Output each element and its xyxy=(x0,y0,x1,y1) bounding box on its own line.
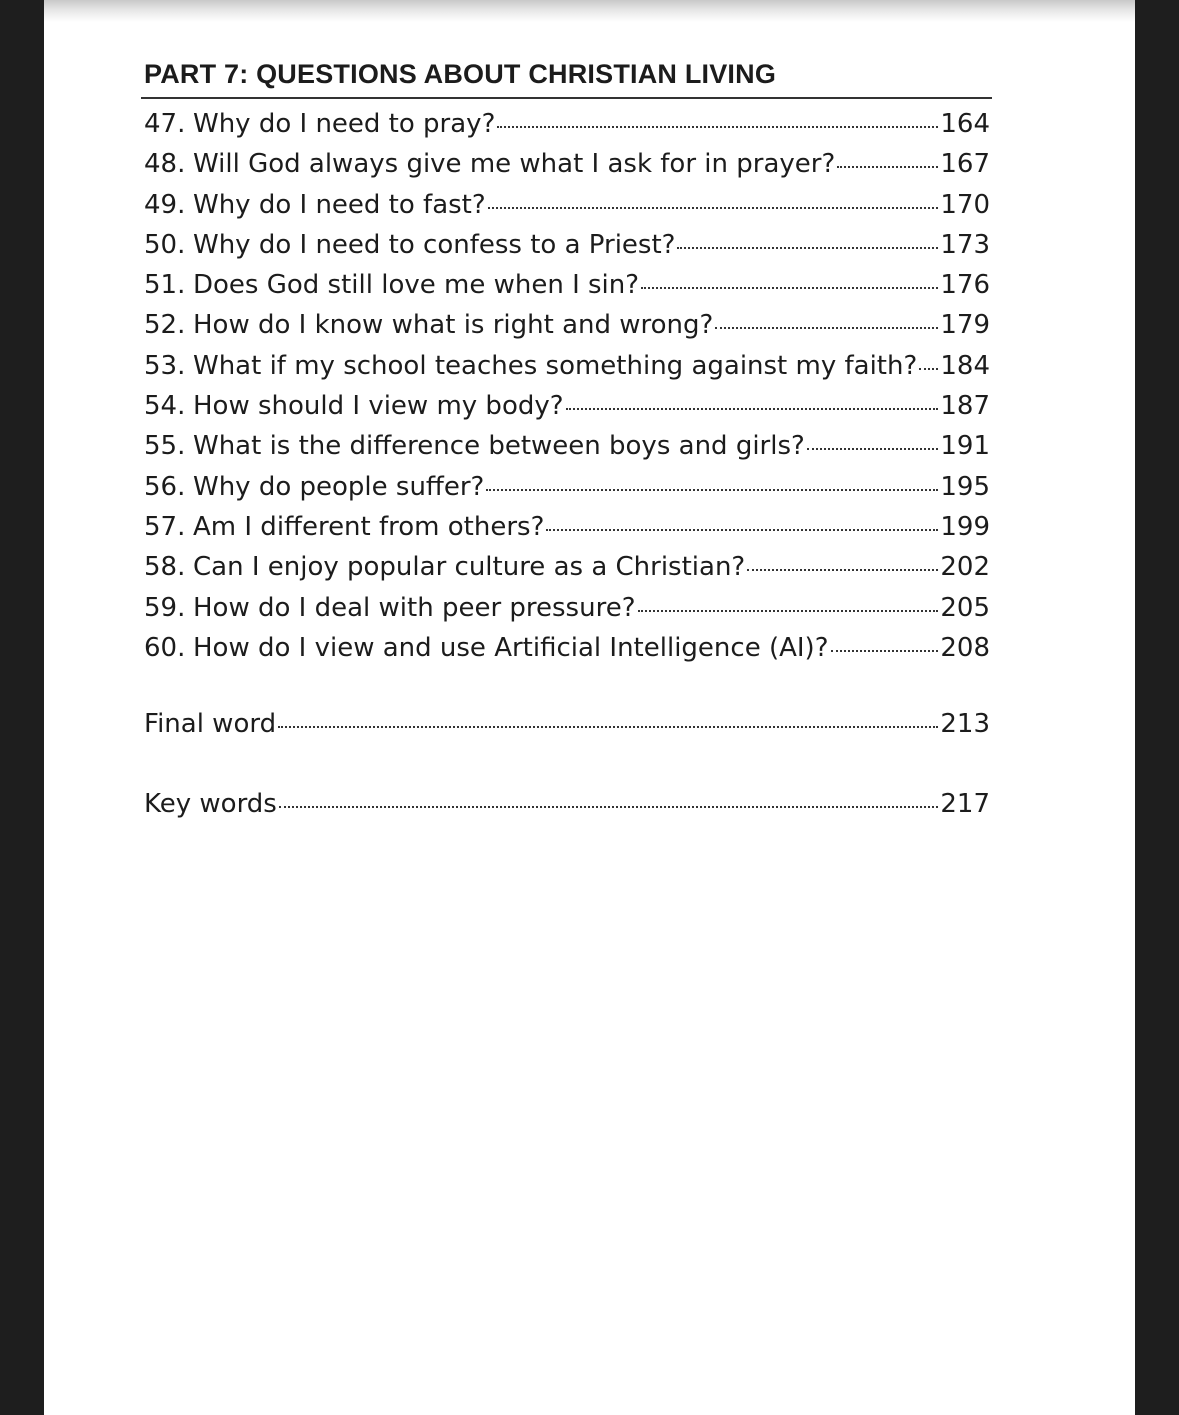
dot-leader xyxy=(638,588,939,616)
toc-entry-page: 217 xyxy=(940,789,990,820)
dot-leader xyxy=(566,386,939,414)
dot-leader xyxy=(837,144,938,172)
toc-entry-title: What if my school teaches something against my faith? xyxy=(193,350,918,381)
toc-entry-number: 51. xyxy=(144,270,186,301)
dot-leader xyxy=(747,547,938,575)
dot-leader xyxy=(279,784,939,812)
toc-entry-page: 199 xyxy=(940,511,990,542)
toc-entry-title: Does God still love me when I sin? xyxy=(193,270,640,301)
toc-entry-title: What is the difference between boys and girls? xyxy=(193,431,805,462)
toc-entry-page: 176 xyxy=(940,270,990,301)
toc-entry[interactable] xyxy=(144,507,990,547)
toc-entry-title: Can I enjoy popular culture as a Christian? xyxy=(193,552,746,583)
toc-entry[interactable] xyxy=(144,426,990,466)
toc-entry-page: 184 xyxy=(940,350,990,381)
table-of-contents xyxy=(144,56,990,824)
dot-leader xyxy=(278,704,938,732)
toc-entry-title: Will God always give me what I ask for in prayer? xyxy=(193,149,836,180)
dot-leader xyxy=(488,185,939,213)
toc-entry-title: How do I know what is right and wrong? xyxy=(193,310,714,341)
toc-entry[interactable] xyxy=(144,547,990,587)
toc-entry-number: 57. xyxy=(144,511,186,542)
document-page xyxy=(44,0,1135,1415)
toc-entry-title: How should I view my body? xyxy=(193,391,564,422)
toc-entry-number: 52. xyxy=(144,310,186,341)
dot-leader xyxy=(486,467,938,495)
toc-entry-number: 53. xyxy=(144,350,186,381)
dot-leader xyxy=(497,104,938,132)
toc-entry-number: 48. xyxy=(144,149,186,180)
toc-entry-number: 56. xyxy=(144,471,186,502)
toc-entry[interactable] xyxy=(144,628,990,668)
toc-entry-page: 195 xyxy=(940,471,990,502)
toc-entry-title: Am I different from others? xyxy=(193,511,545,542)
toc-entry-title: How do I view and use Artificial Intelligence (AI)? xyxy=(193,632,829,663)
toc-entry-page: 167 xyxy=(940,149,990,180)
toc-final-word[interactable] xyxy=(144,704,990,744)
toc-list xyxy=(144,104,990,668)
toc-entry-page: 213 xyxy=(940,709,990,740)
toc-entry-number: 60. xyxy=(144,632,186,663)
toc-entry[interactable] xyxy=(144,265,990,305)
toc-entry-title: Why do people suffer? xyxy=(193,471,485,502)
dot-leader xyxy=(807,426,939,454)
dot-leader xyxy=(677,225,938,253)
toc-entry[interactable] xyxy=(144,346,990,386)
dot-leader xyxy=(831,628,939,656)
toc-entry[interactable] xyxy=(144,588,990,628)
toc-entry-title: How do I deal with peer pressure? xyxy=(193,592,636,623)
page-top-shadow xyxy=(44,0,1135,22)
toc-entry-page: 164 xyxy=(940,109,990,139)
toc-entry-title: Why do I need to fast? xyxy=(193,189,486,220)
toc-entry-page: 208 xyxy=(940,632,990,663)
toc-key-words[interactable] xyxy=(144,784,990,824)
toc-entry-page: 170 xyxy=(940,189,990,220)
toc-entry-page: 173 xyxy=(940,229,990,260)
toc-entry-number: 54. xyxy=(144,391,186,422)
toc-entry-page: 191 xyxy=(940,431,990,462)
toc-entry[interactable] xyxy=(144,104,990,144)
dot-leader xyxy=(641,265,938,293)
toc-entry-page: 187 xyxy=(940,391,990,422)
toc-entry-title: Why do I need to confess to a Priest? xyxy=(193,229,676,260)
dot-leader xyxy=(715,305,938,333)
toc-entry-page: 205 xyxy=(940,592,990,623)
toc-entry[interactable] xyxy=(144,225,990,265)
toc-entry-number: 59. xyxy=(144,592,186,623)
toc-entry-number: 58. xyxy=(144,552,186,583)
toc-entry-page: 179 xyxy=(940,310,990,341)
toc-entry-number: 50. xyxy=(144,229,186,260)
part-title: PART 7: QUESTIONS ABOUT CHRISTIAN LIVING xyxy=(141,56,992,99)
dot-leader xyxy=(919,346,938,374)
toc-entry-number: 47. xyxy=(144,109,186,139)
toc-entry[interactable] xyxy=(144,386,990,426)
toc-entry[interactable] xyxy=(144,144,990,184)
toc-entry-number: 49. xyxy=(144,189,186,220)
toc-entry-title: Key words xyxy=(144,789,277,820)
toc-entry-title: Why do I need to pray? xyxy=(193,109,496,139)
toc-entry-page: 202 xyxy=(940,552,990,583)
toc-entry[interactable] xyxy=(144,185,990,225)
toc-entry[interactable] xyxy=(144,467,990,507)
dot-leader xyxy=(546,507,938,535)
toc-entry-number: 55. xyxy=(144,431,186,462)
toc-entry[interactable] xyxy=(144,305,990,345)
toc-entry-title: Final word xyxy=(144,709,277,740)
